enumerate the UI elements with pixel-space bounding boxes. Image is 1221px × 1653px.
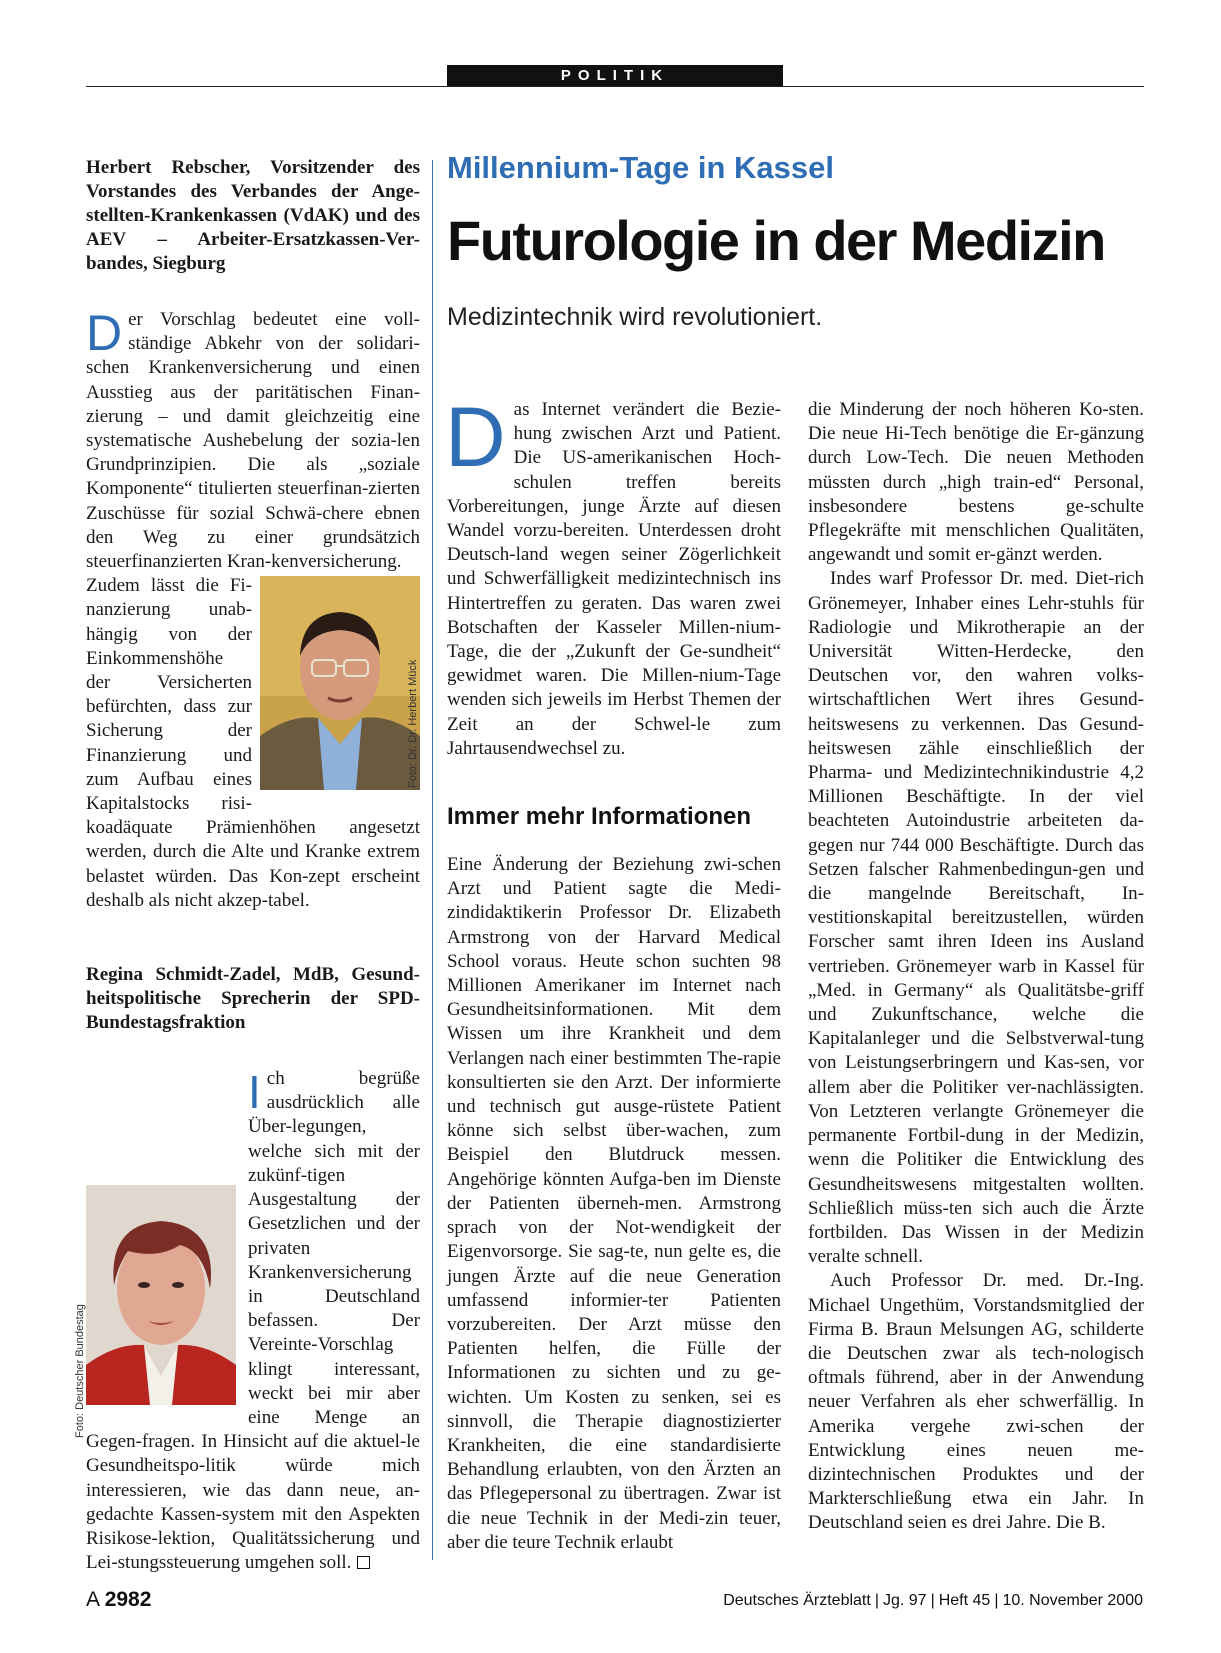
portrait-schmidt-zadel	[86, 1185, 236, 1405]
dropcap-article: D	[445, 390, 506, 484]
statement-schmidt-zadel	[86, 1067, 420, 1575]
dropcap-i: I	[248, 1066, 261, 1119]
article-paragraph-groenemeyer: Indes warf Professor Dr. med. Diet-rich Grönemeyer, Inhaber eines Lehr-stuhls für Radiologie und Mikrotherapie an der Universität Witten-Herdecke, den Deutschen vor, den wahren volks-wirtschaftlichen Wert ihres Gesund-heitswesens zu verkennen. Das Gesund-heitswesen zähle einschließlich der Pharma- und Medizintechnikindustrie 4,2 Millionen Beschäftigte. In der viel beachteten Autoindustrie arbeiteten da-gegen nur 744 000 Beschäftigte. Durch das Setzen falscher Rahmenbedingun-gen und die mangelnde Bereitschaft, In-vestitionskapital bereitzustellen, würden Forscher samt ihren Ideen ins Ausland vertrieben. Grönemeyer warb in Kassel für „Med. in Germany“ als Qualitätsbe-griff und Zukunftschance, welche die Kapitalanleger und die Selbstverwal-tung von Leistungserbringern und Kas-sen, vor allem aber die Politiker ver-nachlässigten. Von Letzteren verlangte Grönemeyer die permanente Fortbil-dung in der Medizin, wenn die Politiker die Entwicklung des Gesundheitswesens mitgestalten wollten. Schließlich müss-ten sich auch die Ärzte fortbilden. Das Wissen in der Medizin veralte schnell.	[808, 568, 1144, 1268]
section-label: POLITIK	[447, 65, 783, 87]
article-kicker: Millennium-Tage in Kassel	[447, 150, 835, 185]
article-paragraph-armstrong: Eine Änderung der Beziehung zwi-schen Arzt und Patient sagte die Medi-zindidaktikerin Professor Dr. Elizabeth Armstrong von der Harvard Medical School voraus. Heute schon suchten 98 Millionen Amerikaner im Internet nach Gesundheitsinformationen. Mit dem Wissen um ihre Krankheit und dem Verlangen nach einer bestimmten The-rapie konsultierten sie den Arzt. Der informierte und technisch gut ausge-rüstete Patient könne sich selbst über-wachen, zum Beispiel den Blutdruck messen. Angehörige könnten Aufga-ben im Dienste der Patienten überneh-men. Armstrong sprach von der Not-wendigkeit der Eigenvorsorge. Sie sag-te, nun gelte es, die jungen Ärzte auf die neue Generation umfassend informier-ter Patienten vorzubereiten. Der Arzt müsse den Patienten helfen, die Fülle der Informationen zu sichten und zu ge-wichten. Um Kosten zu senken, sei es sinnvoll, die Therapie diagnostizierter Krankheiten, die eine standardisierte Behandlung erlaubten, von den Ärzten an das Pflegepersonal zu übertragen. Zwar ist die neue Technik in der Medi-zin teuer, aber die teure Technik erlaubt	[447, 854, 781, 1553]
dropcap-d: D	[86, 305, 123, 361]
statement-rebscher	[86, 305, 420, 913]
statement-schmidt-zadel-text: ch begrüße ausdrücklich alle Über-legungen, welche sich mit der zukünf-tigen Ausgestaltung der Gesetzlichen und der privaten Krankenversicherung in Deutschland befassen. Der Vereinte-Vorschlag klingt interessant, weckt bei mir aber eine Menge an Gegen-fragen. In Hinsicht auf die aktuel-le Gesundheitspo-litik würde mich interessieren, wie das dann neue, an-gedachte Kassen-system mit den Aspekten Risikose-lektion, Qualitätssicherung und Lei-stungssteuerung umgehen soll.	[86, 1068, 420, 1574]
page-number: A 2982	[86, 1588, 152, 1611]
author-rebscher: Herbert Rebscher, Vorsitzender des Vorstandes des Verbandes der Ange-stellten-Krankenkassen (VdAK) und des AEV – Arbeiter-Ersatzkassen-Ver-bandes, Siegburg	[86, 157, 420, 274]
journal-footer: Deutsches Ärzteblatt | Jg. 97 | Heft 45 | 10. November 2000	[723, 1592, 1143, 1609]
article-intro: as Internet verändert die Bezie-hung zwischen Arzt und Patient. Die US-amerikanischen Hoch-schulen treffen bereits Vorbereitungen, junge Ärzte auf diesen Wandel vorzu-bereiten. Unterdessen droht Deutsch-land wegen seiner Zögerlichkeit und Schwerfälligkeit medizintechnisch ins Hintertreffen zu geraten. Das waren zwei Botschaften der Kasseler Millen-nium-Tage, die der „Zukunft der Ge-sundheit“ gewidmet waren. Die Millen-nium-Tage wenden sich jeweils im Herbst Themen der Zeit an der Schwel-le zum Jahrtausendwechsel zu.	[447, 399, 781, 759]
author-schmidt-zadel: Regina Schmidt-Zadel, MdB, Gesund-heitspolitische Sprecherin der SPD-Bundestagsfraktion	[86, 964, 420, 1034]
article-headline: Futurologie in der Medizin	[447, 209, 1105, 272]
photo-credit-schmidt-zadel: Foto: Deutscher Bundestag	[74, 1304, 86, 1438]
article-paragraph-ungethuem: Auch Professor Dr. med. Dr.-Ing. Michael Ungethüm, Vorstandsmitglied der Firma B. Braun Melsungen AG, schilderte die Deutschen zwar als tech-nologisch oftmals führend, aber in der Anwendung neuer Verfahren als eher schwerfällig. In Amerika vergehe zwi-schen der Entwicklung eines neuen me-dizintechnischen Produktes und der Markterschließung etwa ein Jahr. In Deutschland seien es drei Jahre. Die B.	[808, 1270, 1144, 1534]
journal-date: 10. November 2000	[1002, 1592, 1143, 1609]
opinion-column	[86, 156, 420, 1575]
journal-name: Deutsches Ärzteblatt	[723, 1592, 871, 1609]
photo-credit-rebscher: Foto: Dr. Dr. Herbert Mück	[407, 659, 419, 789]
statement-rebscher-text: er Vorschlag bedeutet eine voll-ständige Abkehr von der solidari-schen Krankenversicherung und einen Ausstieg aus der paritätischen Finan-zierung – und damit gleichzeitig eine systematische Aushebelung der sozia-len Grundprinzipien. Die als „soziale Komponente“ titulierten steuerfinan-zierten Zuschüsse für sozial Schwä-chere ebnen den Weg zu einer grundsätzich steuerfinanzierten Kran-kenversicherung.	[86, 309, 420, 573]
column-divider	[432, 160, 433, 1560]
article-column-1	[445, 390, 781, 1555]
journal-issue: Heft 45	[938, 1592, 991, 1609]
portrait-rebscher	[260, 576, 420, 790]
end-mark	[357, 1556, 370, 1569]
journal-volume: Jg. 97	[882, 1592, 927, 1609]
top-rule	[86, 86, 1144, 87]
statement-rebscher-continued: Zudem lässt die Fi-nanzierung unab-hängig von der Einkommenshöhe der Versicherten befürchten, dass zur Sicherung der Finanzierung und zum Aufbau eines Kapitalstocks risi-koadäquate Prämienhöhen angesetzt werden, durch die Alte und Kranke extrem belastet würden. Das Kon-zept erscheint deshalb als nicht akzep-tabel.	[86, 575, 420, 911]
section-heading: Immer mehr Informationen	[447, 803, 752, 831]
portrait-rebscher-image	[260, 576, 420, 790]
article-paragraph-hitech: die Minderung der noch höheren Ko-sten. Die neue Hi-Tech benötige die Er-gänzung durch Low-Tech. Die neuen Methoden müssten durch „high train-ed“ Personal, insbesondere bestens ge-schulte Pflegekräfte mit menschlichen Qualitäten, angewandt und somit er-gänzt werden.	[808, 399, 1144, 566]
portrait-schmidt-zadel-image	[86, 1185, 236, 1405]
article-subhead: Medizintechnik wird revolutioniert.	[447, 303, 823, 331]
page-number-value: 2982	[104, 1588, 152, 1611]
article-column-2	[808, 398, 1144, 1536]
